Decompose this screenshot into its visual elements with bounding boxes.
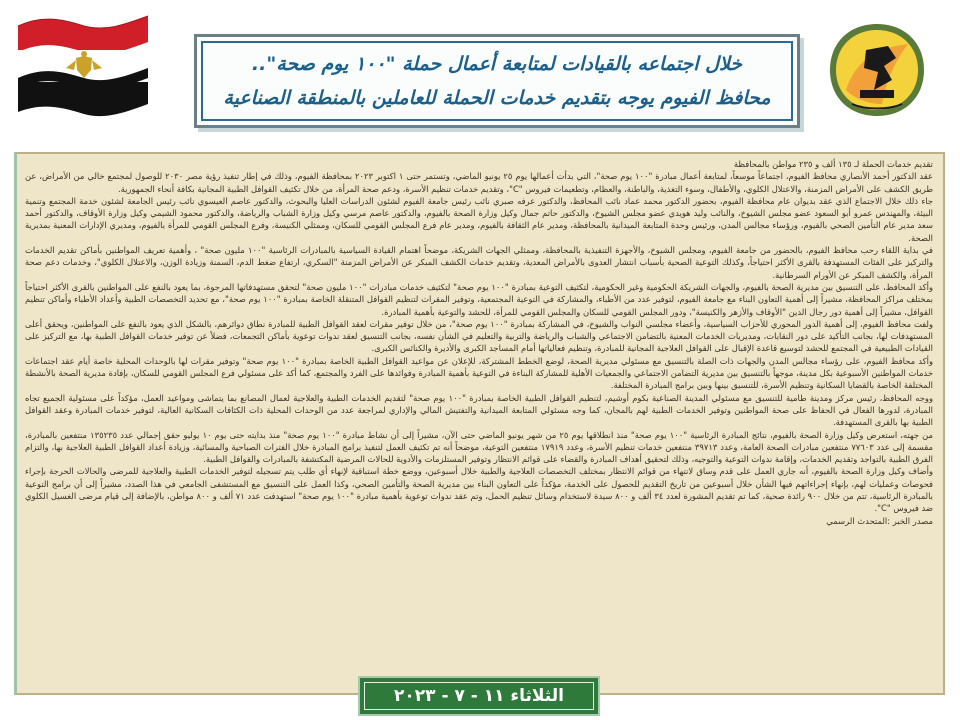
article-paragraph: جاء ذلك خلال الاجتماع الذي عقد بديوان عام محافظة الفيوم، بحضور الدكتور محمد عماد نائب المحافظ، والدكتور عرفه صبري نائب رئيس جامعة الفيوم لشئون الدراسات العليا والبحوث، والدكتور عاصم العيسوي نائب رئيس الجامعة لشئون خدمة المجتمع وتنمية البيئة، والمهندس عمرو أبو السعود عضو مجلس الشيوخ، والنائب وليد هويدي عضو مجلس الشيوخ، والدكتور حاتم جمال وكيل وزارة الصحة بالفيوم، والدكتور عاصم مرسي وكيل وزارة الشباب والرياضة، والدكتور محمود الشيمي وكيل وزارة الأوقاف، والدكتور أحمد سعد مدير عام التأمين الصحي بالفيوم، ورؤساء مجالس المدن، ورئيس وحدة المتابعة الميدانية بالمحافظة، ومدير عام الثقافة بالفيوم، ومدير عام فرع المجلس القومي للسكان، وممثلي الكنيسة، وفرع المجلس القومي للمرأة بالفيوم، ومديري الإدارات المعنية بمديرية الصحة. [25, 195, 933, 243]
article-paragraph: تقديم خدمات الحملة لـ ١٣٥ ألف و ٢٣٥ مواطن بالمحافظة [733, 159, 933, 169]
article-paragraph: عقد الدكتور أحمد الأنصاري محافظ الفيوم، اجتماعاً موسعاً، لمتابعة أعمال مبادرة "١٠٠ يوم صحة"، التي بدأت أعمالها يوم ٢٥ يونيو الماضي، وتستمر حتى ١ اكتوبر ٢٠٢٣ بمحافظة الفيوم، وذلك في إطار تنفيذ رؤية مصر ٢٠٣٠ للوصول لمجتمع خالي من الأمراض، عن طريق الكشف على الأمراض المزمنة، والاعتلال الكلوي، والأطفال، وسوء التغذية، والباطنة، والعظام، وتطعيمات فيروس "C"، وتقديم خدمات تنظيم الأسرة، ودعم صحة المرأة، من خلال تكثيف القوافل الطبية المجانية بكافة أنحاء الجمهورية. [25, 171, 934, 194]
headline-line-2: محافظ الفيوم يوجه بتقديم خدمات الحملة للعاملين بالمنطقة الصناعية [223, 87, 771, 109]
date-banner [358, 676, 600, 716]
article-paragraph: ووجه المحافظ، رئيس مركز ومدينة طامية للتنسيق مع مسئولي المدينة الصناعية بكوم أوشيم، لتنظيم القوافل الطبية الخاصة بمبادرة "١٠٠ يوم صحة" لتقديم الخدمات الطبية والعلاجية لعمال المصانع بما يتماشى ومواعيد العمل، مؤكداً على مسئولية الجميع تجاه المبادرة، لدورها الفعال في الحفاظ على صحة المواطنين وتوفير الخدمات الطبية لهم بالمجان، كما وجه مسئولي المتابعة الميدانية والتفتيش المالي والإداري لمراجعة عدد من الوحدات المحلية ذات الكثافات السكانية العالية، لتوفير خدمات المبادرة وعقد القوافل الطبية بها بالقرى المستهدفة. [25, 392, 933, 428]
article-panel [14, 152, 945, 695]
headline-line-1: خلال اجتماعه بالقيادات لمتابعة أعمال حملة "١٠٠ يوم صحة".. [251, 53, 743, 75]
article-paragraph: وأضاف وكيل وزارة الصحة بالفيوم، أنه جاري العمل على قدم وساق لانتهاء من قوائم الانتظار بمختلف التخصصات العلاجية والطبية خلال أسبوعين، ووضع خطة استباقية لإنهاء أي طلب يتم تسجيله لتوفير الخدمات الطبية والعلاجية للمرضى والحالات الحرجة بإجراء فحوصات وعمليات لهم، بإنهاء إجراءاتهم فيها الشأن خلال أسبوعين من تاريخ التقديم للحصول على الخدمة، مؤكداً على التعاون البناء بين مديرية الصحة والتأمين الصحي، وكذا العمل على التنسيق مع المستشفى الجامعي في هذا الصدد، مشيراً إلى أن برامج التوعية بالمبادرة الرئاسية، تتم من خلال ٩٠٠ رائدة صحية، كما تم تقديم المشورة لعدد ٣٤ ألف و ٨٠٠ سيدة لاستخدام وسائل تنظيم الحمل، وتم عقد ندوات توعوية بأهمية مبادرة "١٠٠ يوم صحة" استهدفت عدد ٧١ ألف و ٨٠٠ مواطن، بالإضافة إلى قيام مرضى الغسيل الكلوي ضد فيروس "C". [25, 466, 933, 514]
fayoum-governorate-logo [826, 20, 928, 120]
article-paragraph: ولفت محافظ الفيوم، إلى أهمية الدور المحوري للأحزاب السياسية، وأعضاء مجلسي النواب والشيوخ، في المشاركة بمبادرة "١٠٠ يوم صحة"، من خلال توفير مقرات لعقد القوافل الطبية للمبادرة نطاق دوائرهم، بالشكل الذي يعود بالنفع على المواطنين، ويحقق أعلى المستهدفات لها، بجانب التأكيد على دور النقابات، ومديريات الخدمات المعنية بالتضامن الاجتماعي والشباب والرياضة والتربية والتعليم في الشأن نفسه، بجانب التنسيق لعقد ندوات توعوية بأماكن التجمعات، فضلاً عن توفير خدمات القوافل الطبية بها، مع التركيز على القيادات الطبيعية في المجتمع للحشد لتوسيع قاعدة الإقبال على القوافل العلاجية المجانية للمبادرة، وتنظيم فعالياتها أمام المساجد الكبرى والأديرة والكنائس الكبرى. [25, 318, 933, 354]
headline-inner-frame [201, 41, 793, 121]
headline-box [194, 34, 800, 128]
article-body [25, 158, 933, 527]
date-text: الثلاثاء ١١ - ٧ - ٢٠٢٣ [394, 686, 564, 706]
article-source: مصدر الخبر :المتحدث الرسمي [826, 515, 933, 526]
article-paragraph: وأكد محافظ الفيوم، على رؤساء مجالس المدن والجهات ذات الصلة بالتنسيق مع مسئولي مديرية الصحة، لوضع الخطط المشتركة، للإعلان عن مواعيد القوافل الطبية الخاصة بمبادرة "١٠٠ يوم صحة" وتوفير مقرات لها بالوحدات المحلية خاصة أيام عقد اجتماعات خدمات المواطنين الأسبوعية بكل مدينة، موجهاً بالتنسيق بين مديرية التضامن الاجتماعي والجمعيات الأهلية للمشاركة البناءة في التوعية بأهمية المبادرة وفوائدها على الفرد والمجتمع، كما أكد على مسئولي فرع المجلس القومي للسكان، بإفادة مديرية الصحة بالأنشطة المختلفة الخاصة بالقضايا السكانية وتنظيم الأسرة، للتنسيق بينها وبين برامج المبادرة المختلفة. [25, 355, 933, 391]
article-paragraph: في بداية اللقاء رحب محافظ الفيوم، بالحضور من جامعة الفيوم، ومجلس الشيوخ، والأجهزة التنفيذية بالمحافظة، وممثلي الجهات الشريكة، موضحاً اهتمام القيادة السياسية بالمبادرات الرئاسية "١٠٠ مليون صحة" ، وأهمية تعريف المواطنين بأماكن تقديم الخدمات والتركيز على الفئات المستهدفة بالقرى الأكثر احتياجاً، وكذلك التوعية الصحية بأسباب انتشار العدوى بالأمراض المعدية، وتقديم خدمات الكشف المبكر عن الأمراض المزمنة "السكري، ارتفاع ضغط الدم، السمنة وزيادة الوزن، والاعتلال الكلوي"، وخدمات دعم صحة المرأة، والكشف المبكر عن الأورام السرطانية. [25, 245, 933, 280]
article-paragraph: وأكد المحافظ، على التنسيق بين مديرية الصحة بالفيوم، والجهات الشريكة الحكومية وغير الحكومية، لتكثيف التوعية بمبادرة "١٠٠ يوم صحة" لتكثيف خدمات مبادرات "١٠٠ مليون صحة" لتحقق مستهدفاتها المرجوة، بما يعود بالنفع على المواطنين بالقرى الأكثر احتياجاً بمختلف مراكز المحافظة، مشيراً إلى أهمية التعاون البناء مع جامعة الفيوم، لتوفير عدد من الأطباء، والمشاركة في التوعية المجتمعية، وتوفير المقرات لتنظيم القوافل المتنقلة الخاصة بمبادرة "١٠٠ يوم صحة"، مع تحديد التخصصات الطبية وأعداد الأطباء وأماكن تنظيم القوافل، مشيراً إلى أهمية دور رجال الدين "الأوقاف والأزهر والكنيسة"، ودور المجلس القومي للسكان والمجلس القومي للمرأة، للحشد والتوعية بأهمية المبادرة. [25, 281, 934, 317]
article-paragraph: من جهته، استعرض وكيل وزارة الصحة بالفيوم، نتائج المبادرة الرئاسية "١٠٠ يوم صحة" منذ انطلاقها يوم ٢٥ من شهر يونيو الماضي حتى الآن، مشيراً إلى أن نشاط مبادرة "١٠٠ يوم صحة" منذ بدايته حتى يوم ١٠ يوليو حقق إجمالي عدد ١٣٥٢٣٥ منتفعين بالمبادرة، مقسمة إلى عدد ٧٧٦٠٣ منتفعين مبادرات الصحة العامة، وعدد ٣٩٧١٣ منتفعين خدمات تنظيم الأسرة، وعدد ١٧٩١٩ منتفعين التوعية، موضحاً أنه تم تكثيف العمل لتنفيذ برامج المبادرة خلال الفترات الصباحية والمسائية، وزيادة أعداد القوافل الطبية العلاجية بها، والتزام الفرق الطبية بالتواجد وتقديم الخدمات، وإقامة ندوات التوعية والتوجيه، وذلك لتحقيق أهداف المبادرة والقضاء على قوائم الانتظار وتوفير المستلزمات والأدوية للحالات المرضية المكتشفة بالمبادرات والقوافل الطبية. [25, 429, 933, 465]
egypt-flag-image [14, 12, 152, 124]
